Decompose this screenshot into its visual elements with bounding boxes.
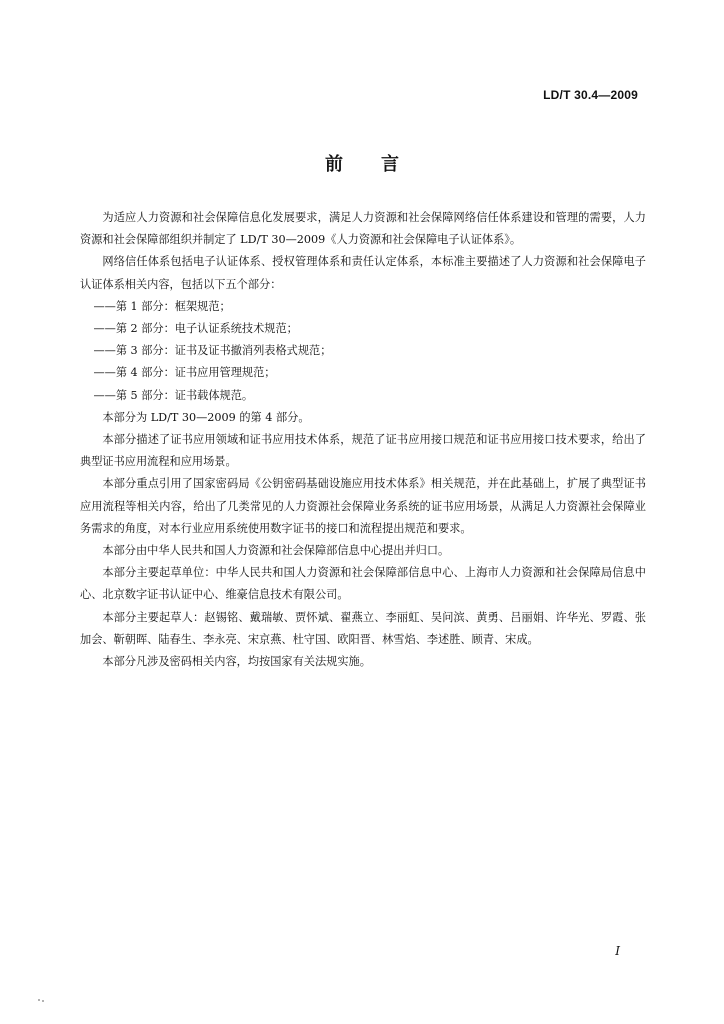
paragraph-references: 本部分重点引用了国家密码局《公钥密码基础设施应用技术体系》相关规范，并在此基础上，扩展了典型证书应用流程等相关内容，给出了几类常见的人力资源社会保障业务系统的证书应用场景，从满足人力资源社会保障业务需求的角度，对本行业应用系统使用数字证书的接口和流程提出规范和要求。 (80, 477, 646, 535)
paragraph-purpose: 为适应人力资源和社会保障信息化发展要求，满足人力资源和社会保障网络信任体系建设和管理的需要，人力资源和社会保障部组织并制定了 LD/T 30—2009《人力资源和社会保障电子认证体系》。 (80, 211, 646, 247)
page-number: I (615, 944, 620, 958)
list-item-part-5: ——第 5 部分：证书载体规范。 (93, 388, 254, 402)
list-item-part-1: ——第 1 部分：框架规范； (93, 299, 231, 313)
paragraph-trust-system: 网络信任体系包括电子认证体系、授权管理体系和责任认定体系，本标准主要描述了人力资源和社会保障电子认证体系相关内容，包括以下五个部分： (80, 255, 646, 291)
standard-number: LD/T 30.4—2009 (543, 88, 638, 102)
page-title: 前言 (325, 154, 437, 175)
list-item-part-3: ——第 3 部分：证书及证书撤消列表格式规范； (93, 344, 332, 358)
paragraph-drafters: 本部分主要起草人：赵锡铭、戴瑞敏、贾怀斌、翟燕立、李丽虹、吴问滨、黄勇、吕丽娟、许华光、罗霞、张加会、靳朝晖、陆春生、李永亮、宋京燕、杜守国、欧阳晋、林雪焰、李述胜、顾青、宋成。 (80, 610, 646, 646)
paragraph-proposer: 本部分由中华人民共和国人力资源和社会保障部信息中心提出并归口。 (102, 544, 450, 558)
list-item-part-4: ——第 4 部分：证书应用管理规范； (93, 366, 276, 380)
scan-specks (38, 999, 44, 1002)
paragraph-scope: 本部分描述了证书应用领域和证书应用技术体系，规范了证书应用接口规范和证书应用接口技术要求，给出了典型证书应用流程和应用场景。 (80, 433, 646, 469)
paragraph-cryptography: 本部分凡涉及密码相关内容，均按国家有关法规实施。 (102, 655, 371, 669)
list-item-part-2: ——第 2 部分：电子认证系统技术规范； (93, 322, 298, 336)
paragraph-part-number: 本部分为 LD/T 30—2009 的第 4 部分。 (102, 410, 310, 424)
foreword-body (80, 207, 646, 673)
paragraph-drafting-units: 本部分主要起草单位：中华人民共和国人力资源和社会保障部信息中心、上海市人力资源和社会保障局信息中心、北京数字证书认证中心、维豪信息技术有限公司。 (80, 566, 646, 602)
